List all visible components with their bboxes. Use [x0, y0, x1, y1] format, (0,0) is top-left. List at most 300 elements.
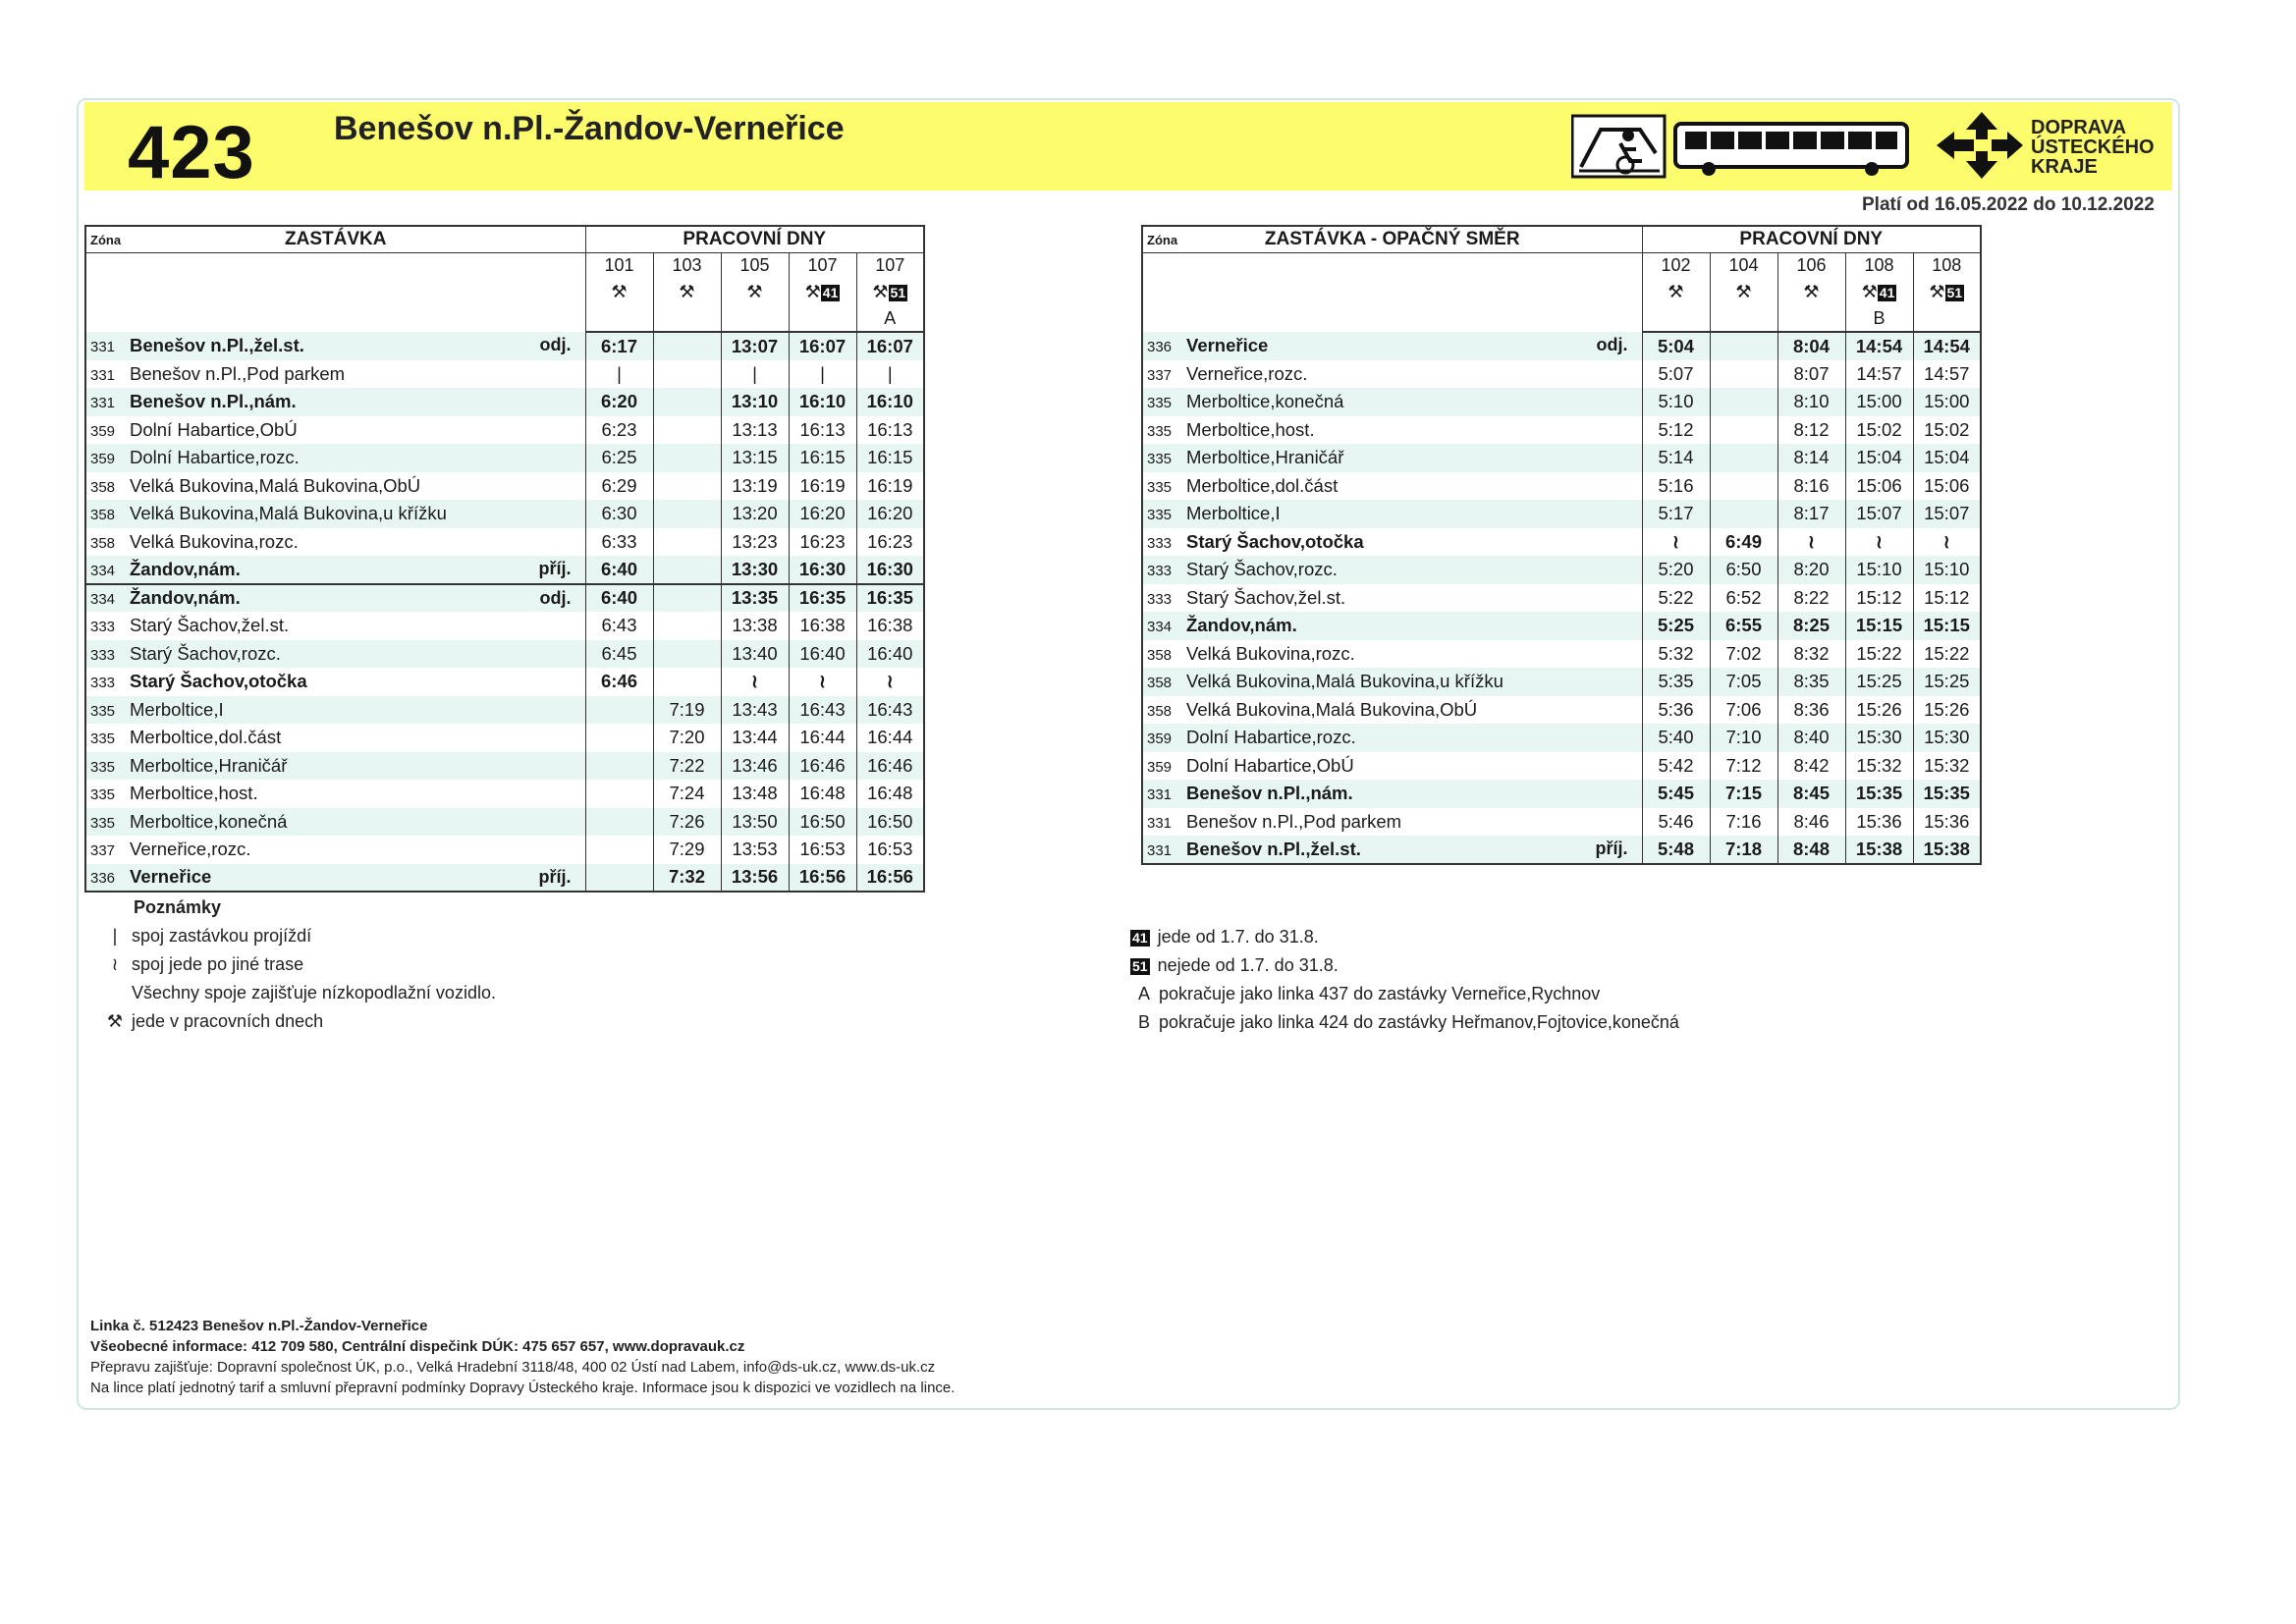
table-row [1142, 696, 1981, 725]
stop-name: Žandov,nám. [130, 587, 241, 609]
departure-time: 5:04 [1642, 332, 1710, 360]
departure-time: 8:40 [1777, 724, 1845, 752]
departure-time: 14:54 [1845, 332, 1913, 360]
zone-number: 359 [90, 451, 116, 468]
departure-time: 16:35 [856, 584, 924, 613]
footnote-item [1129, 951, 1679, 980]
zone-number: 335 [90, 758, 116, 776]
notes-footnotes [1129, 923, 1679, 1037]
stop-cell [85, 640, 585, 669]
departure-time: 13:35 [721, 584, 789, 613]
zone-number: 335 [90, 786, 116, 804]
stop-header-label: ZASTÁVKA - OPAČNÝ SMĚR [1264, 228, 1520, 249]
trip-number: 107 [856, 252, 924, 279]
departure-time: 16:48 [789, 780, 856, 808]
note-text: jede v pracovních dnech [132, 1011, 324, 1031]
departure-time [653, 640, 721, 669]
stop-cell [1142, 640, 1642, 669]
zone-number: 333 [1147, 563, 1173, 580]
departure-time: 6:49 [1710, 528, 1777, 557]
footnote-item [1129, 923, 1679, 951]
stop-column-header [85, 226, 585, 252]
departure-time: 14:54 [1913, 332, 1981, 360]
stop-cell [85, 864, 585, 893]
stop-name: Velká Bukovina,Malá Bukovina,u křížku [1186, 671, 1503, 692]
departure-time: | [721, 360, 789, 389]
departure-time: 15:38 [1913, 836, 1981, 864]
table-row [85, 864, 924, 893]
departure-time: 16:53 [856, 836, 924, 864]
stop-cell [85, 836, 585, 864]
timetable-outbound [84, 225, 925, 893]
zone-number: 337 [90, 842, 116, 860]
zone-number: 358 [1147, 646, 1173, 664]
stop-cell [85, 668, 585, 696]
stop-cell [1142, 696, 1642, 725]
departure-time: 15:36 [1845, 808, 1913, 837]
table-row [85, 360, 924, 389]
table-row [85, 500, 924, 528]
stop-name: Starý Šachov,otočka [1186, 530, 1364, 552]
departure-time: 15:35 [1913, 780, 1981, 808]
departure-time: 5:42 [1642, 752, 1710, 781]
departure-time: 13:30 [721, 556, 789, 584]
stop-name: Benešov n.Pl.,nám. [130, 391, 297, 412]
departure-time: 6:23 [585, 416, 653, 445]
stop-name: Merboltice,dol.část [1186, 474, 1339, 496]
zone-number: 333 [90, 619, 116, 636]
zone-number: 358 [90, 478, 116, 496]
table-row [1142, 584, 1981, 613]
trip-note [585, 305, 653, 332]
stop-name: Dolní Habartice,ObÚ [1186, 754, 1354, 776]
departure-time: 13:50 [721, 808, 789, 837]
table-row [1142, 640, 1981, 669]
departure-time: 13:20 [721, 500, 789, 528]
departure-time: 6:45 [585, 640, 653, 669]
note-symbol: ≀ [111, 954, 119, 974]
trip-note [721, 305, 789, 332]
service-days-header: PRACOVNÍ DNY [1642, 226, 1981, 252]
departure-time: 6:33 [585, 528, 653, 557]
header-spacer [85, 305, 585, 332]
table-row [1142, 752, 1981, 781]
stop-name: Merboltice,host. [130, 783, 258, 804]
zone-number: 331 [1147, 841, 1173, 859]
departure-time [653, 416, 721, 445]
trip-marks [653, 279, 721, 305]
header-logos [1571, 110, 2023, 181]
departure-time: 7:10 [1710, 724, 1777, 752]
departure-time [585, 836, 653, 864]
footnote-badge: 41 [822, 284, 839, 300]
zone-number: 359 [90, 422, 116, 440]
departure-time: 7:22 [653, 752, 721, 781]
stop-cell [85, 444, 585, 472]
departure-time: 16:50 [856, 808, 924, 837]
zone-column-header: Zóna [1147, 233, 1178, 247]
stop-name: Verneřice [130, 866, 212, 888]
departure-time [653, 500, 721, 528]
zone-number: 337 [1147, 366, 1173, 384]
stop-name: Verneřice,rozc. [130, 839, 251, 860]
departure-time: 15:38 [1845, 836, 1913, 864]
departure-time: 15:15 [1913, 612, 1981, 640]
departure-time: 8:46 [1777, 808, 1845, 837]
note-item [98, 1007, 496, 1036]
timetable-return [1141, 225, 1982, 865]
workday-icon: ⚒ [872, 282, 889, 301]
departure-time: ≀ [1777, 528, 1845, 557]
departure-time: 8:04 [1777, 332, 1845, 360]
stop-cell [1142, 332, 1642, 360]
departure-time: 15:30 [1845, 724, 1913, 752]
footnote-letter: A [1137, 984, 1150, 1003]
trip-number: 107 [789, 252, 856, 279]
dep-arr-marker: odj. [539, 335, 572, 354]
table-row [1142, 724, 1981, 752]
trip-note [653, 305, 721, 332]
departure-time: 6:30 [585, 500, 653, 528]
departure-time [653, 444, 721, 472]
departure-time: 15:25 [1913, 668, 1981, 696]
departure-time: 8:42 [1777, 752, 1845, 781]
zone-number: 335 [1147, 507, 1173, 524]
trip-number: 105 [721, 252, 789, 279]
departure-time: 5:45 [1642, 780, 1710, 808]
departure-time [585, 864, 653, 893]
stop-name: Starý Šachov,žel.st. [1186, 586, 1346, 608]
departure-time [1710, 416, 1777, 445]
departure-time: 7:20 [653, 724, 721, 752]
table-row [1142, 500, 1981, 528]
departure-time: 16:46 [856, 752, 924, 781]
four-way-arrows-logo [1937, 112, 2023, 179]
trip-marks [856, 279, 924, 305]
departure-time: 8:22 [1777, 584, 1845, 613]
table-row [85, 584, 924, 613]
zone-number: 333 [90, 646, 116, 664]
table-row [1142, 444, 1981, 472]
departure-time: ≀ [856, 668, 924, 696]
stop-name: Merboltice,Hraničář [1186, 447, 1344, 468]
departure-time [585, 808, 653, 837]
departure-time: ≀ [1913, 528, 1981, 557]
workday-icon: ⚒ [1929, 282, 1945, 301]
departure-time: 16:40 [789, 640, 856, 669]
departure-time [653, 528, 721, 557]
trip-marks [1642, 279, 1710, 305]
stop-name: Starý Šachov,rozc. [1186, 559, 1338, 580]
departure-time: 13:07 [721, 332, 789, 360]
stop-cell [1142, 388, 1642, 416]
header-spacer [85, 279, 585, 305]
table-row [85, 836, 924, 864]
departure-time: 14:57 [1845, 360, 1913, 389]
table-row [85, 444, 924, 472]
departure-time: 15:10 [1845, 556, 1913, 584]
table-row [85, 528, 924, 557]
departure-time: 15:00 [1913, 388, 1981, 416]
brand-line: KRAJE [2031, 156, 2098, 178]
stop-name: Merboltice,Hraničář [130, 754, 288, 776]
workday-icon: ⚒ [679, 282, 695, 301]
departure-time [653, 584, 721, 613]
trip-marks [789, 279, 856, 305]
stop-cell [1142, 444, 1642, 472]
zone-number: 333 [1147, 534, 1173, 552]
departure-time: 5:20 [1642, 556, 1710, 584]
zone-number: 335 [90, 731, 116, 748]
zone-number: 335 [1147, 451, 1173, 468]
departure-time: 15:06 [1913, 472, 1981, 501]
zone-number: 335 [1147, 422, 1173, 440]
trip-note [1913, 305, 1981, 332]
zone-number: 358 [1147, 702, 1173, 720]
note-text: spoj jede po jiné trase [132, 954, 304, 974]
footnote-text: nejede od 1.7. do 31.8. [1157, 955, 1339, 975]
departure-time: 5:46 [1642, 808, 1710, 837]
table-row [1142, 556, 1981, 584]
departure-time: ≀ [789, 668, 856, 696]
departure-time: 13:53 [721, 836, 789, 864]
stop-header-label: ZASTÁVKA [285, 228, 387, 249]
trip-number: 104 [1710, 252, 1777, 279]
stop-column-header [1142, 226, 1642, 252]
stop-cell [85, 472, 585, 501]
table-row [85, 640, 924, 669]
departure-time: 7:26 [653, 808, 721, 837]
stop-name: Merboltice,konečná [1186, 391, 1344, 412]
trip-marks [585, 279, 653, 305]
departure-time: 8:25 [1777, 612, 1845, 640]
footer-operator: Přepravu zajišťuje: Dopravní společnost ÚK, p.o., Velká Hradební 3118/48, 400 02 Ústí nad Labem, info@ds-uk.cz, www.ds-uk.cz [90, 1359, 936, 1376]
departure-time: 13:56 [721, 864, 789, 893]
zone-number: 358 [1147, 675, 1173, 692]
zone-number: 334 [90, 562, 116, 579]
zone-number: 335 [90, 814, 116, 832]
departure-time [1710, 444, 1777, 472]
departure-time [1710, 360, 1777, 389]
table-row [85, 808, 924, 837]
zone-number: 334 [1147, 619, 1173, 636]
departure-time: 6:40 [585, 556, 653, 584]
departure-time: 8:14 [1777, 444, 1845, 472]
stop-cell [85, 360, 585, 389]
departure-time: 5:10 [1642, 388, 1710, 416]
stop-cell [85, 584, 585, 613]
departure-time: 15:06 [1845, 472, 1913, 501]
zone-number: 331 [90, 339, 116, 356]
table-row [85, 332, 924, 360]
route-title: Benešov n.Pl.-Žandov-Verneřice [334, 110, 845, 147]
zone-number: 335 [1147, 395, 1173, 412]
stop-name: Merboltice,I [1186, 503, 1281, 524]
stop-name: Žandov,nám. [1186, 615, 1297, 636]
departure-time: 15:32 [1845, 752, 1913, 781]
stop-name: Merboltice,dol.část [130, 727, 282, 748]
departure-time: 8:17 [1777, 500, 1845, 528]
dep-arr-marker: příj. [538, 559, 572, 578]
departure-time: 16:44 [856, 724, 924, 752]
departure-time [653, 332, 721, 360]
departure-time: 8:07 [1777, 360, 1845, 389]
zone-number: 359 [1147, 758, 1173, 776]
zone-number: 358 [90, 507, 116, 524]
table-row [1142, 836, 1981, 864]
departure-time: 8:12 [1777, 416, 1845, 445]
stop-name: Velká Bukovina,Malá Bukovina,ObÚ [130, 474, 421, 496]
departure-time: 6:40 [585, 584, 653, 613]
note-item [98, 922, 496, 950]
departure-time [585, 724, 653, 752]
departure-time: 8:16 [1777, 472, 1845, 501]
note-item [98, 979, 496, 1007]
departure-time: 16:07 [789, 332, 856, 360]
departure-time [653, 612, 721, 640]
departure-time: 15:35 [1845, 780, 1913, 808]
departure-time: 5:36 [1642, 696, 1710, 725]
table-row [1142, 808, 1981, 837]
departure-time: 5:16 [1642, 472, 1710, 501]
departure-time: 13:48 [721, 780, 789, 808]
header-spacer [1142, 305, 1642, 332]
stop-cell [85, 332, 585, 360]
departure-time: 13:43 [721, 696, 789, 725]
note-text: spoj zastávkou projíždí [132, 926, 312, 946]
stop-cell [85, 416, 585, 445]
departure-time: 5:07 [1642, 360, 1710, 389]
stop-cell [1142, 584, 1642, 613]
stop-cell [1142, 808, 1642, 837]
departure-time [585, 752, 653, 781]
departure-time: 6:29 [585, 472, 653, 501]
departure-time: 16:20 [856, 500, 924, 528]
departure-time: 15:22 [1845, 640, 1913, 669]
workday-icon: ⚒ [1861, 282, 1878, 301]
departure-time: 16:44 [789, 724, 856, 752]
departure-time: 7:15 [1710, 780, 1777, 808]
departure-time: 5:17 [1642, 500, 1710, 528]
departure-time: 7:12 [1710, 752, 1777, 781]
departure-time: 7:32 [653, 864, 721, 893]
stop-name: Starý Šachov,žel.st. [130, 615, 290, 636]
departure-time: 16:19 [789, 472, 856, 501]
trip-number: 106 [1777, 252, 1845, 279]
footnote-badge: 41 [1132, 929, 1148, 946]
stop-name: Velká Bukovina,Malá Bukovina,ObÚ [1186, 698, 1478, 720]
table-row [1142, 668, 1981, 696]
departure-time: 13:46 [721, 752, 789, 781]
departure-time: 15:12 [1913, 584, 1981, 613]
departure-time: 15:36 [1913, 808, 1981, 837]
table-row [85, 556, 924, 584]
stop-cell [1142, 612, 1642, 640]
footer-info [90, 1316, 955, 1398]
departure-time: 5:12 [1642, 416, 1710, 445]
departure-time: 16:13 [856, 416, 924, 445]
departure-time: 15:15 [1845, 612, 1913, 640]
zone-number: 331 [1147, 786, 1173, 804]
table-row [1142, 332, 1981, 360]
departure-time [653, 472, 721, 501]
table-row [85, 696, 924, 725]
trip-marks [1913, 279, 1981, 305]
stop-cell [85, 808, 585, 837]
header-spacer [1142, 279, 1642, 305]
stop-cell [85, 388, 585, 416]
dep-arr-marker: příj. [1595, 839, 1628, 858]
footer-line-number: Linka č. 512423 Benešov n.Pl.-Žandov-Verneřice [90, 1318, 428, 1334]
zone-number: 358 [90, 534, 116, 552]
footnote-text: pokračuje jako linka 424 do zastávky Heřmanov,Fojtovice,konečná [1159, 1012, 1679, 1032]
departure-time [1710, 332, 1777, 360]
stop-cell [1142, 836, 1642, 864]
header-spacer [1142, 252, 1642, 279]
service-days-header: PRACOVNÍ DNY [585, 226, 924, 252]
trip-number: 102 [1642, 252, 1710, 279]
departure-time: 15:04 [1845, 444, 1913, 472]
departure-time: 6:52 [1710, 584, 1777, 613]
footnote-text: pokračuje jako linka 437 do zastávky Verneřice,Rychnov [1159, 984, 1601, 1003]
zone-number: 335 [90, 702, 116, 720]
trip-note: A [856, 305, 924, 332]
zone-number: 336 [90, 870, 116, 888]
table-row [1142, 416, 1981, 445]
notes-title: Poznámky [134, 897, 222, 917]
departure-time: 8:48 [1777, 836, 1845, 864]
table-row [85, 388, 924, 416]
trip-note [1710, 305, 1777, 332]
trip-number: 108 [1913, 252, 1981, 279]
trip-marks [1845, 279, 1913, 305]
departure-time: 16:30 [856, 556, 924, 584]
departure-time [653, 556, 721, 584]
table-row [85, 612, 924, 640]
stop-name: Benešov n.Pl.,Pod parkem [1186, 810, 1402, 832]
zone-number: 331 [90, 395, 116, 412]
stop-name: Benešov n.Pl.,žel.st. [130, 335, 304, 356]
departure-time [1710, 388, 1777, 416]
footer-contact: Všeobecné informace: 412 709 580, Centrální dispečink DÚK: 475 657 657, www.dopravauk.cz [90, 1338, 745, 1355]
departure-time: 15:02 [1913, 416, 1981, 445]
departure-time: 6:43 [585, 612, 653, 640]
stop-name: Merboltice,konečná [130, 810, 288, 832]
departure-time: 16:15 [789, 444, 856, 472]
departure-time: 16:15 [856, 444, 924, 472]
departure-time: 5:14 [1642, 444, 1710, 472]
departure-time: 7:16 [1710, 808, 1777, 837]
table-row [1142, 612, 1981, 640]
table-row [85, 416, 924, 445]
wheelchair-accessible-icon [1572, 116, 1665, 177]
footnote-letter: B [1137, 1012, 1150, 1032]
departure-time: 15:00 [1845, 388, 1913, 416]
departure-time: 13:10 [721, 388, 789, 416]
departure-time: 8:20 [1777, 556, 1845, 584]
brand-line: DOPRAVA [2031, 117, 2127, 138]
footnote-item [1129, 980, 1679, 1008]
departure-time: 6:46 [585, 668, 653, 696]
stop-cell [1142, 752, 1642, 781]
stop-cell [85, 696, 585, 725]
departure-time: 8:32 [1777, 640, 1845, 669]
table-row [85, 780, 924, 808]
stop-name: Dolní Habartice,ObÚ [130, 418, 298, 440]
stop-cell [1142, 780, 1642, 808]
table-row [1142, 780, 1981, 808]
departure-time: 16:19 [856, 472, 924, 501]
